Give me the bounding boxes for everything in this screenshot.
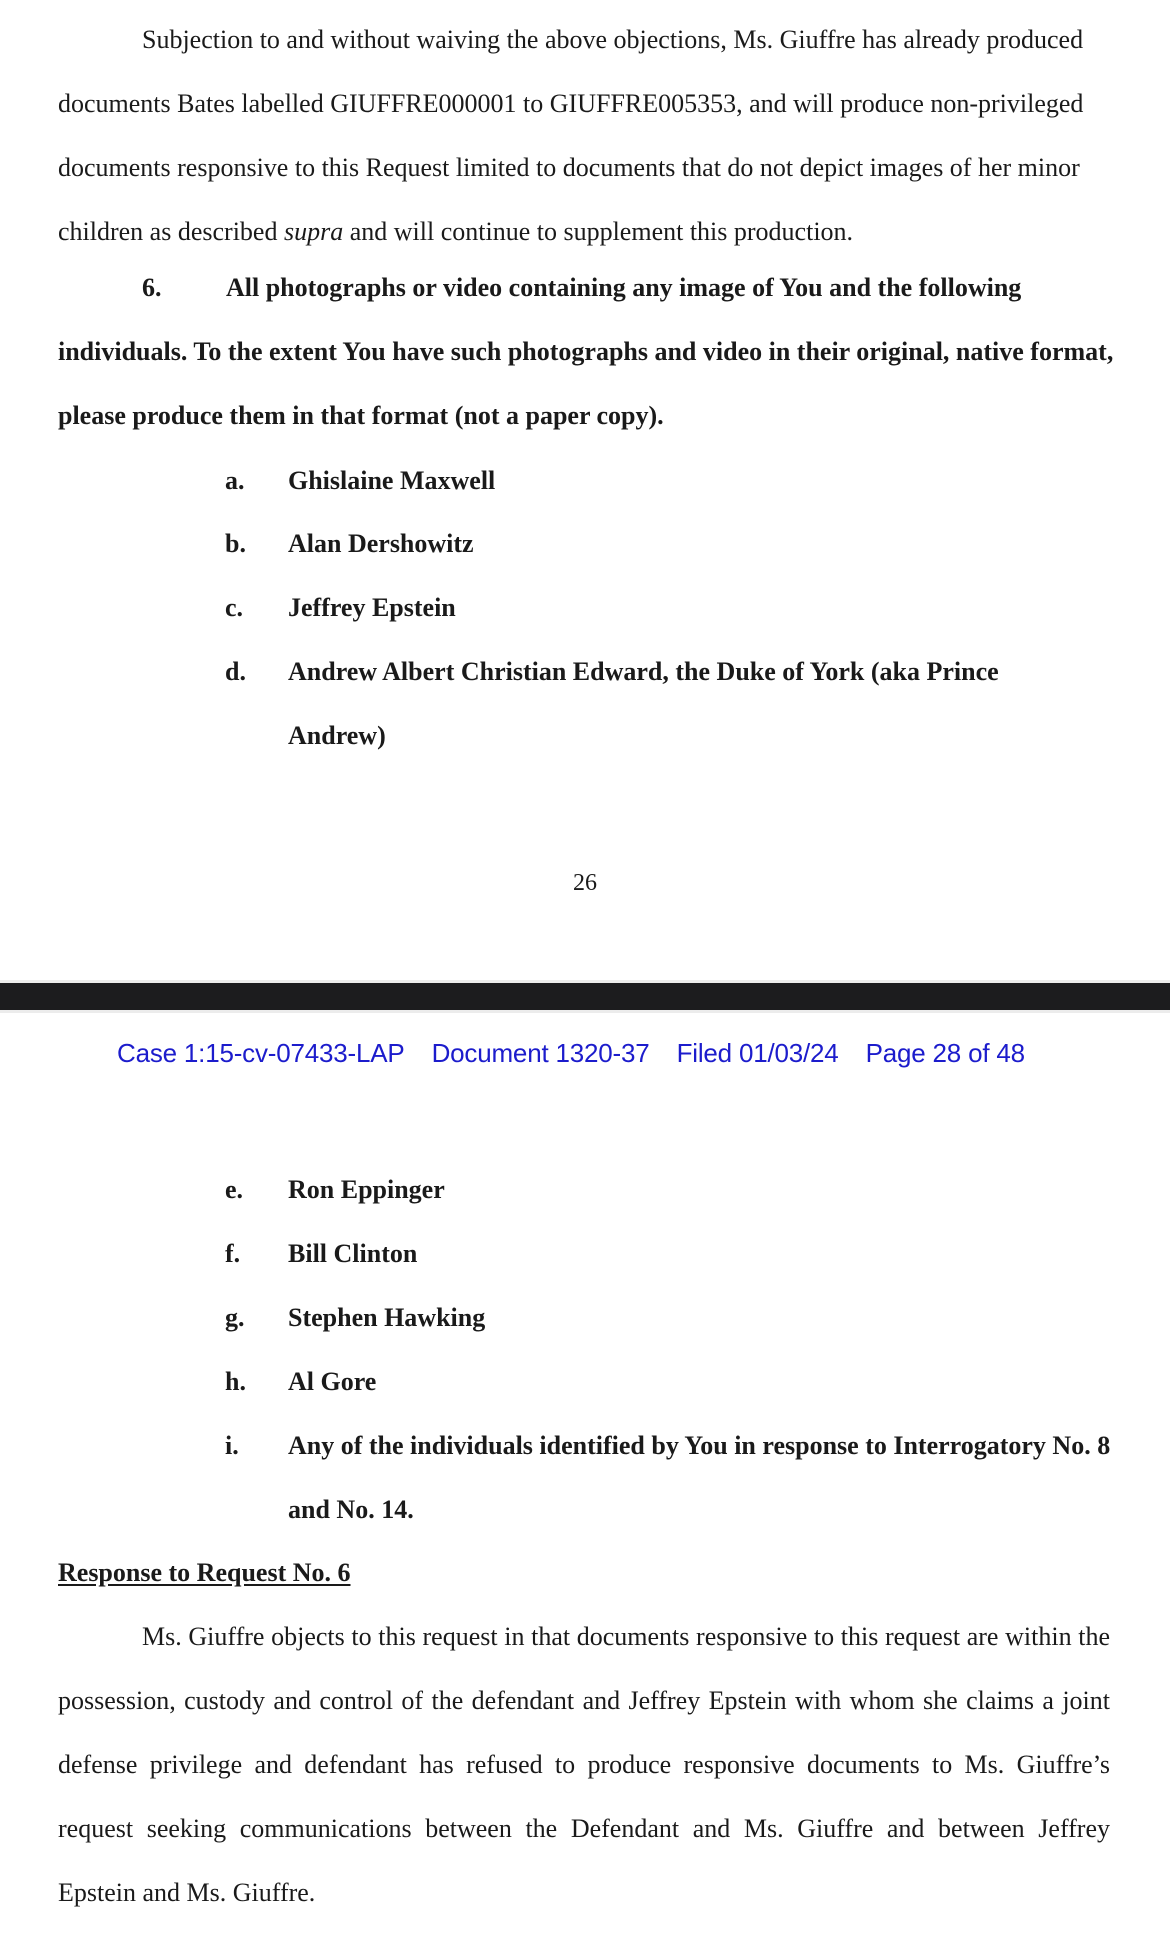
ecf-filing-header [117, 1037, 1025, 1069]
request-number: 6. [142, 273, 162, 302]
list-item-a: Ghislaine Maxwell [288, 466, 496, 495]
list-item-letter-i: i. [225, 1431, 239, 1460]
page-separator [0, 983, 1170, 1010]
list-item-c: Jeffrey Epstein [288, 593, 456, 622]
list-item-letter-b: b. [225, 529, 246, 558]
list-item-letter-d: d. [225, 657, 246, 686]
prior-response-paragraph [58, 8, 1148, 264]
list-item-i: Any of the individuals identified by You in response to Interrogatory No. 8 and No. 14. [288, 1431, 1111, 1524]
prior-response-text-part3: and will continue to supplement this production. [343, 217, 854, 246]
list-item-d: Andrew Albert Christian Edward, the Duke of York (aka Prince Andrew) [288, 657, 999, 750]
request-6-body: All photographs or video containing any image of You and the following individuals. To the extent You have such photographs and video in their original, native format, please produce them in that format (not a paper copy). [58, 273, 1114, 430]
response-heading: Response to Request No. 6 [58, 1558, 351, 1587]
list-item-g: Stephen Hawking [288, 1303, 486, 1332]
prior-response-text-part1: Subjection to and without waiving the above objections, Ms. Giuffre has already produced documents Bates labelled GIUFFRE000001 to GIUFFRE005353, and will produce non-privileged documents responsive to this Request limited to documents that do not depict images of her minor children as described [58, 25, 1084, 246]
list-item-letter-f: f. [225, 1239, 241, 1268]
list-item-f: Bill Clinton [288, 1239, 418, 1268]
ecf-document-number: Document 1320-37 [431, 1038, 650, 1068]
list-item-h: Al Gore [288, 1367, 377, 1396]
supra-italic-text: supra [283, 217, 344, 246]
ecf-case-number: Case 1:15-cv-07433-LAP [117, 1038, 405, 1068]
list-item-letter-g: g. [225, 1303, 245, 1332]
ecf-filed-date: Filed 01/03/24 [676, 1038, 839, 1068]
request-6-text [58, 256, 1118, 448]
list-item-e: Ron Eppinger [288, 1175, 445, 1204]
response-paragraph [58, 1605, 1110, 1925]
response-paragraph-text: Ms. Giuffre objects to this request in that documents responsive to this request are within the possession, custody and control of the defendant and Jeffrey Epstein with whom she claims a joint defense privilege and defendant has refused to produce responsive documents to Ms. Giuffre’s request seeking communications between the Defendant and Ms. Giuffre and between Jeffrey Epstein and Ms. Giuffre. [58, 1622, 1110, 1907]
ecf-page-count: Page 28 of 48 [865, 1038, 1025, 1068]
list-item-letter-e: e. [225, 1175, 244, 1204]
list-item-letter-c: c. [225, 593, 244, 622]
list-item-b: Alan Dershowitz [288, 529, 474, 558]
page-number: 26 [573, 870, 597, 896]
list-item-letter-a: a. [225, 466, 245, 495]
list-item-letter-h: h. [225, 1367, 246, 1396]
